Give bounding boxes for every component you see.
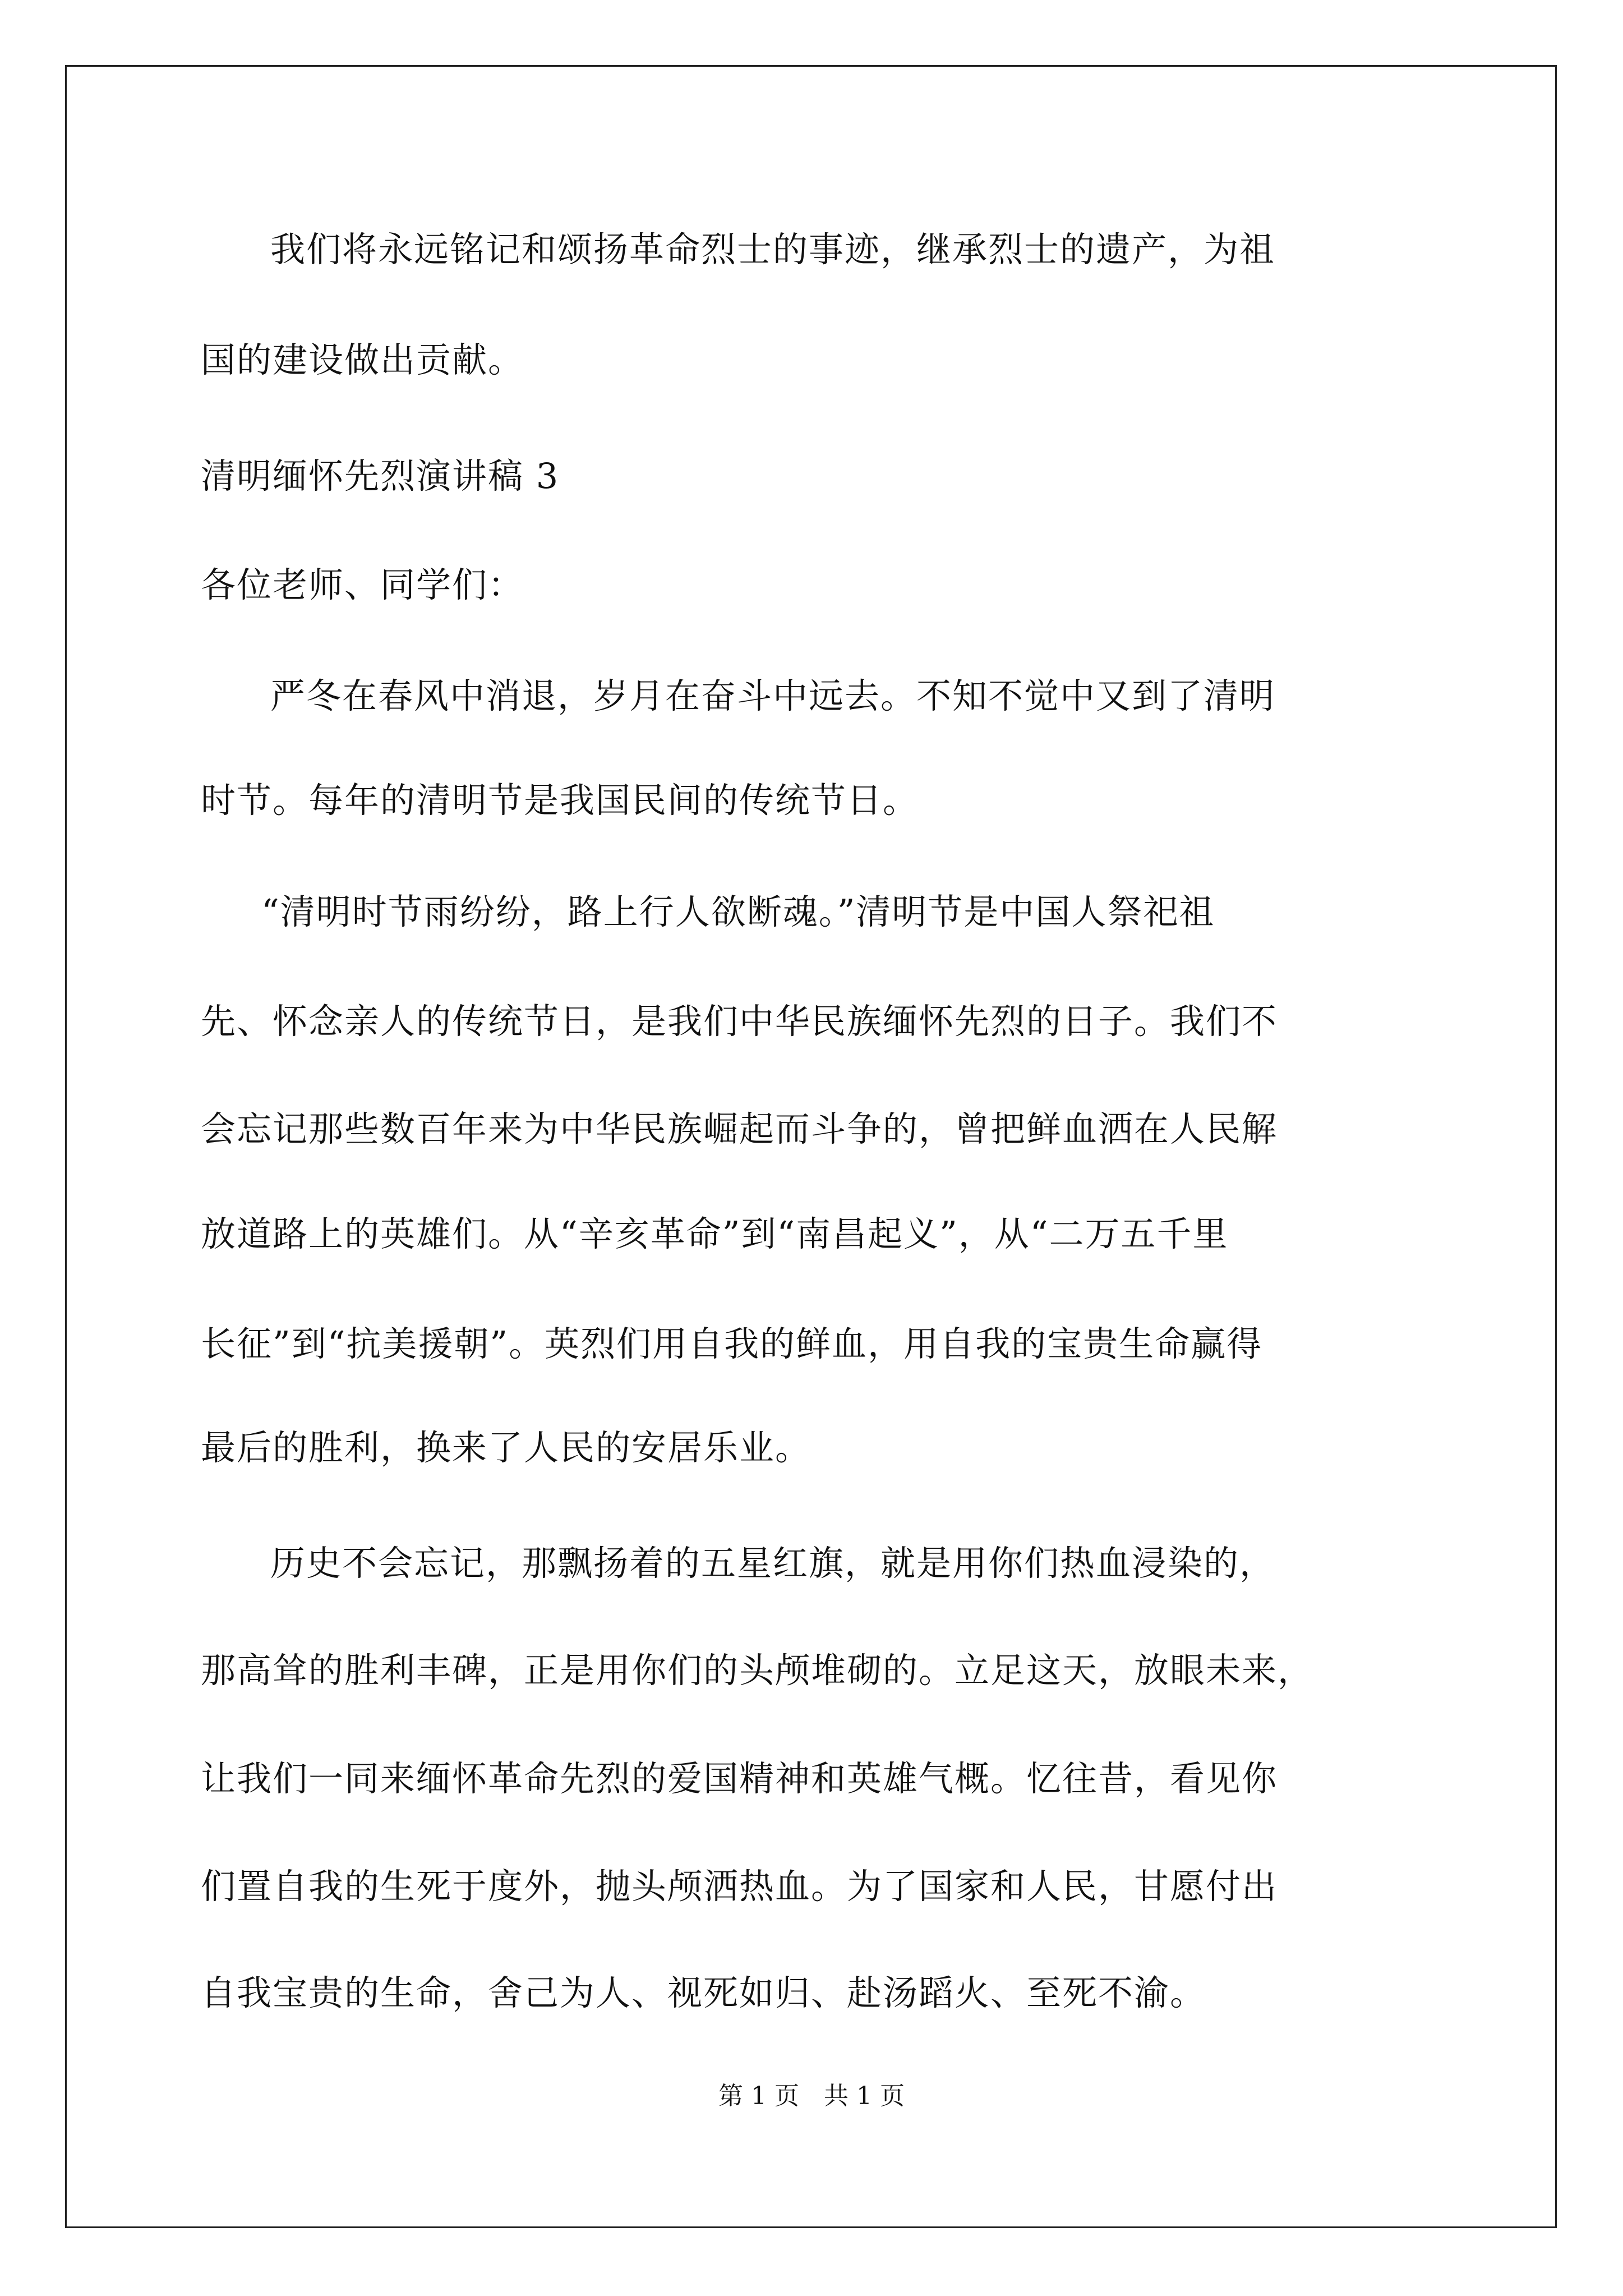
paragraph-line: 会忘记那些数百年来为中华民族崛起而斗争的，曾把鲜血洒在人民解: [201, 1108, 1278, 1149]
paragraph-line: 我们将永远铭记和颂扬革命烈士的事迹，继承烈士的遗产，为祖: [270, 229, 1276, 270]
paragraph-line: 先、怀念亲人的传统节日，是我们中华民族缅怀先烈的日子。我们不: [201, 1001, 1278, 1042]
page-footer: [0, 2084, 1623, 2109]
salutation: 各位老师、同学们：: [201, 564, 524, 605]
paragraph-line: 最后的胜利，换来了人民的安居乐业。: [201, 1427, 811, 1468]
section-title: 清明缅怀先烈演讲稿 3: [201, 455, 560, 496]
paragraph-line: 放道路上的英雄们。从“辛亥革命”到“南昌起义”，从“二万五千里: [201, 1213, 1229, 1254]
paragraph-line: 那高耸的胜利丰碑，正是用你们的头颅堆砌的。立足这天，放眼未来，: [201, 1650, 1314, 1691]
paragraph-line: 让我们一同来缅怀革命先烈的爱国精神和英雄气概。忆往昔，看见你: [201, 1758, 1278, 1799]
paragraph-line: 严冬在春风中消退，岁月在奋斗中远去。不知不觉中又到了清明: [270, 675, 1276, 716]
paragraph-line: “清明时节雨纷纷，路上行人欲断魂。”清明节是中国人祭祀祖: [261, 891, 1215, 932]
paragraph-line: 时节。每年的清明节是我国民间的传统节日。: [201, 780, 919, 821]
paragraph-line: 长征”到“抗美援朝”。英烈们用自我的鲜血，用自我的宝贵生命赢得: [201, 1323, 1263, 1364]
paragraph-line: 国的建设做出贡献。: [201, 339, 524, 380]
paragraph-line: 自我宝贵的生命，舍己为人、视死如归、赴汤蹈火、至死不渝。: [201, 1972, 1206, 2013]
page-number: 第 1 页: [718, 2082, 799, 2110]
paragraph-line: 历史不会忘记，那飘扬着的五星红旗，就是用你们热血浸染的，: [270, 1543, 1276, 1584]
page-total: 共 1 页: [824, 2082, 905, 2110]
paragraph-line: 们置自我的生死于度外，抛头颅洒热血。为了国家和人民，甘愿付出: [201, 1866, 1278, 1907]
